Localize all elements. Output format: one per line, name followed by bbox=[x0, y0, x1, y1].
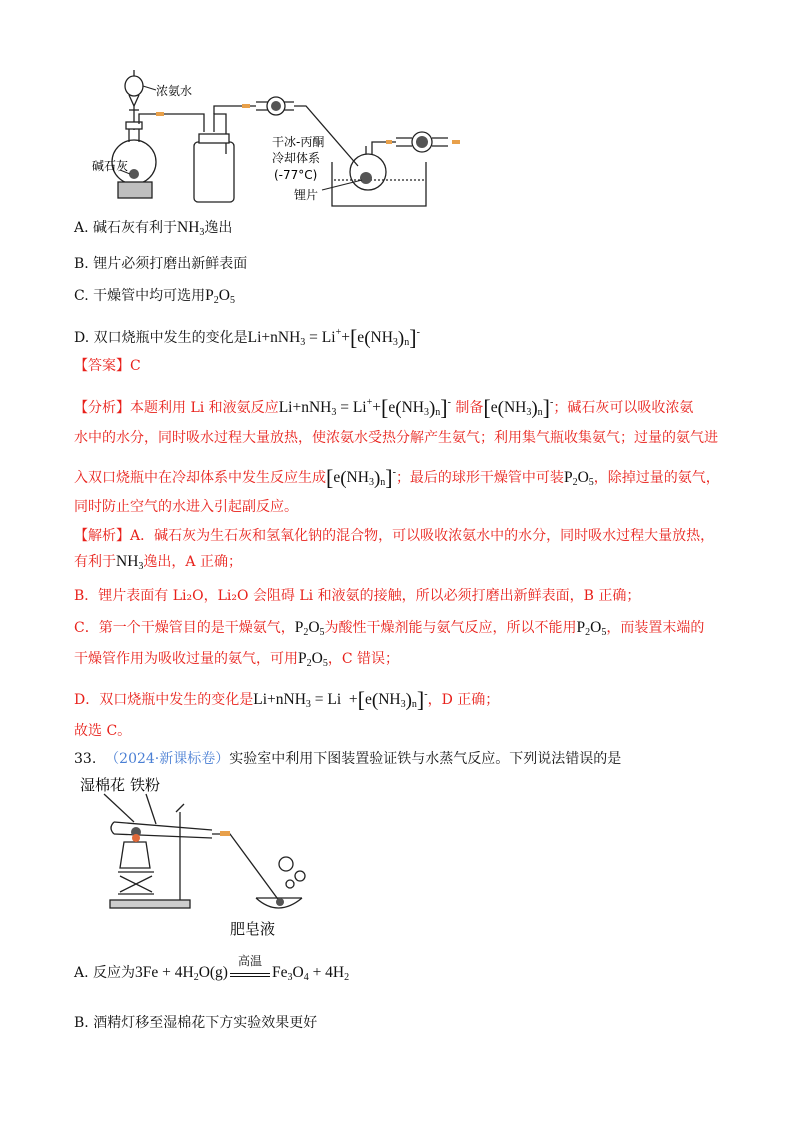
option-c: C. 干燥管中均可选用$P_2O_5$ bbox=[74, 287, 235, 306]
explanation-line-1: 【解析】A．碱石灰为生石灰和氢氧化钠的混合物，可以吸收浓氨水中的水分，同时吸水过程大量放热， bbox=[74, 528, 715, 544]
q33-option-a: A. 反应为$3Fe + 4H_2O(g)$ 高温 $Fe_3O_4 + 4H_2$ bbox=[74, 954, 350, 983]
reaction-arrow: 高温 bbox=[230, 965, 270, 977]
explanation-line-4: C．第一个干燥管目的是干燥氨气，$P_2O_5$为酸性干燥剂能与氨气反应，所以不能用$P_2O_5$，而装置末端的 bbox=[74, 619, 705, 638]
q33-option-b: B. 酒精灯移至湿棉花下方实验效果更好 bbox=[74, 1015, 318, 1031]
label-cooling-3: (-77°C) bbox=[274, 168, 318, 182]
option-b: B. 锂片必须打磨出新鲜表面 bbox=[74, 256, 248, 272]
label-cooling-1: 干冰-丙酮 bbox=[272, 135, 325, 149]
label-soap-solution: 肥皂液 bbox=[230, 920, 276, 938]
label-iron-powder: 铁粉 bbox=[130, 776, 161, 794]
explanation-line-2: 有利于$NH_3$逸出，A 正确； bbox=[74, 553, 242, 572]
apparatus-figure-lithium bbox=[92, 62, 476, 212]
answer-label: 【答案】C bbox=[74, 358, 141, 374]
label-lithium: 锂片 bbox=[294, 188, 319, 202]
explanation-line-5: 干燥管作用为吸收过量的氨气，可用$P_2O_5$，C 错误； bbox=[74, 650, 399, 669]
explanation-line-3: B．锂片表面有 Li₂O，Li₂O 会阻碍 Li 和液氨的接触，所以必须打磨出新鲜表面，B 正确； bbox=[74, 588, 641, 604]
analysis-line-4: 同时防止空气的水进入引起副反应。 bbox=[74, 499, 298, 515]
question-33-stem: 33. （2024·新课标卷）实验室中利用下图装置验证铁与水蒸气反应。下列说法错误的是 bbox=[74, 751, 622, 767]
label-cooling-2: 冷却体系 bbox=[272, 151, 321, 165]
analysis-line-2: 水中的水分，同时吸水过程大量放热，使浓氨水受热分解产生氨气；利用集气瓶收集氨气；过量的氨气进 bbox=[74, 430, 718, 446]
option-d: D. 双口烧瓶中发生的变化是$Li+nNH_3 = Li^++[e(NH_3)_n]^-$ bbox=[74, 325, 420, 350]
analysis-line-1: 【分析】本题利用 Li 和液氨反应$Li+nNH_3 = Li^++[e(NH_3)_n]^-$ 制备$[e(NH_3)_n]^-$；碱石灰可以吸收浓氨 bbox=[74, 395, 694, 420]
apparatus-figure-iron-steam bbox=[80, 772, 340, 938]
label-ammonia: 浓氨水 bbox=[156, 84, 193, 98]
analysis-line-3: 入双口烧瓶中在冷却体系中发生反应生成$[e(NH_3)_n]^-$；最后的球形干燥管中可装$P_2O_5$，除掉过量的氨气， bbox=[74, 465, 720, 490]
label-wet-cotton: 湿棉花 bbox=[80, 776, 126, 794]
explanation-line-6: D．双口烧瓶中发生的变化是$Li+nNH_3 = Li +[e(NH_3)_n]^-$，D 正确； bbox=[74, 687, 500, 712]
option-a: A. 碱石灰有利于$NH_3$逸出 bbox=[74, 219, 233, 238]
label-soda-lime: 碱石灰 bbox=[92, 159, 129, 173]
explanation-line-7: 故选 C。 bbox=[74, 723, 132, 739]
